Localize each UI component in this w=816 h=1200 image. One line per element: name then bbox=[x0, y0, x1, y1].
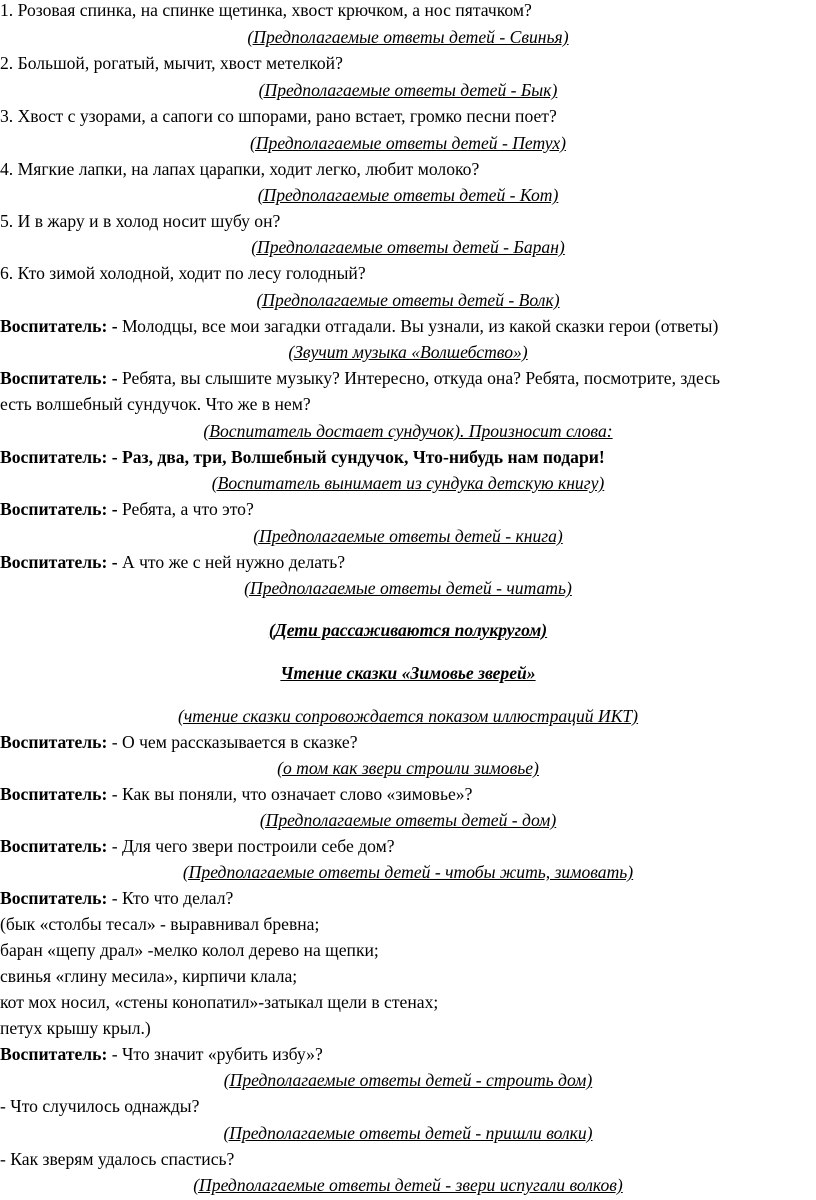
riddle-5: 5. И в жару и в холод носит шубу он? bbox=[0, 211, 281, 231]
roles-line-cat: кот мох носил, «стены конопатил»-затыкал щели в стенах; bbox=[0, 992, 439, 1012]
riddle-2: 2. Большой, рогатый, мычит, хвост метелкой? bbox=[0, 53, 343, 73]
teacher-question-3: Воспитатель: - Для чего звери построили себе дом? bbox=[0, 836, 395, 856]
answer-3: (Предполагаемые ответы детей - Петух) bbox=[249, 133, 567, 153]
roles-line-rooster: петух крышу крыл.) bbox=[0, 1018, 151, 1038]
teacher-question-2: Воспитатель: - Как вы поняли, что означает слово «зимовье»? bbox=[0, 784, 473, 804]
teacher-question-1: Воспитатель: - О чем рассказывается в сказке? bbox=[0, 732, 358, 752]
answer-1: (Предполагаемые ответы детей - Свинья) bbox=[247, 27, 569, 47]
riddle-1: 1. Розовая спинка, на спинке щетинка, хвост крючком, а нос пятачком? bbox=[0, 0, 532, 20]
teacher-line-5: Воспитатель: - А что же с ней нужно делать? bbox=[0, 552, 346, 572]
stage-direction-sit: (Дети рассаживаются полукругом) bbox=[268, 620, 548, 640]
riddle-4: 4. Мягкие лапки, на лапах царапки, ходит легко, любит молоко? bbox=[0, 159, 480, 179]
answer-about: (о том как звери строили зимовье) bbox=[277, 758, 539, 778]
question-escape: - Как зверям удалось спастись? bbox=[0, 1149, 235, 1169]
stage-direction-book: (Воспитатель вынимает из сундука детскую книгу) bbox=[211, 473, 605, 493]
question-what-happened: - Что случилось однажды? bbox=[0, 1096, 200, 1116]
stage-direction-ikt: (чтение сказки сопровождается показом иллюстраций ИКТ) bbox=[177, 706, 639, 726]
answer-wolves: (Предполагаемые ответы детей - пришли волки) bbox=[223, 1123, 593, 1143]
teacher-line-3: Воспитатель: - Раз, два, три, Волшебный сундучок, Что-нибудь нам подари! bbox=[0, 447, 605, 467]
answer-read: (Предполагаемые ответы детей - читать) bbox=[244, 578, 572, 598]
teacher-line-2: Воспитатель: - Ребята, вы слышите музыку? Интересно, откуда она? Ребята, посмотрите, здесь bbox=[0, 368, 721, 388]
teacher-question-4: Воспитатель: - Кто что делал? bbox=[0, 888, 234, 908]
roles-line-pig: свинья «глину месила», кирпичи клала; bbox=[0, 966, 298, 986]
stage-direction-chest: (Воспитатель достает сундучок). Произносит слова: bbox=[203, 421, 613, 441]
riddle-3: 3. Хвост с узорами, а сапоги со шпорами, рано встает, громко песни поет? bbox=[0, 106, 557, 126]
answer-2: (Предполагаемые ответы детей - Бык) bbox=[258, 80, 558, 100]
answer-book: (Предполагаемые ответы детей - книга) bbox=[253, 526, 563, 546]
teacher-line-4: Воспитатель: - Ребята, а что это? bbox=[0, 499, 254, 519]
teacher-line-2-cont: есть волшебный сундучок. Что же в нем? bbox=[0, 394, 311, 414]
roles-line-bull: (бык «столбы тесал» - выравнивал бревна; bbox=[0, 914, 320, 934]
stage-direction-music: (Звучит музыка «Волшебство») bbox=[288, 342, 528, 362]
riddle-6: 6. Кто зимой холодной, ходит по лесу голодный? bbox=[0, 263, 366, 283]
answer-4: (Предполагаемые ответы детей - Кот) bbox=[257, 185, 559, 205]
roles-line-ram: баран «щепу драл» -мелко колол дерево на щепки; bbox=[0, 940, 379, 960]
answer-winter: (Предполагаемые ответы детей - чтобы жить, зимовать) bbox=[182, 862, 634, 882]
answer-5: (Предполагаемые ответы детей - Баран) bbox=[251, 237, 565, 257]
section-heading-reading: Чтение сказки «Зимовье зверей» bbox=[280, 663, 536, 683]
answer-6: (Предполагаемые ответы детей - Волк) bbox=[256, 290, 560, 310]
teacher-line-1: Воспитатель: - Молодцы, все мои загадки отгадали. Вы узнали, из какой сказки герои (ответы) bbox=[0, 316, 719, 336]
answer-scared: (Предполагаемые ответы детей - звери испугали волков) bbox=[193, 1175, 623, 1195]
answer-house: (Предполагаемые ответы детей - дом) bbox=[259, 810, 557, 830]
teacher-question-5: Воспитатель: - Что значит «рубить избу»? bbox=[0, 1044, 323, 1064]
answer-build: (Предполагаемые ответы детей - строить дом) bbox=[223, 1070, 593, 1090]
